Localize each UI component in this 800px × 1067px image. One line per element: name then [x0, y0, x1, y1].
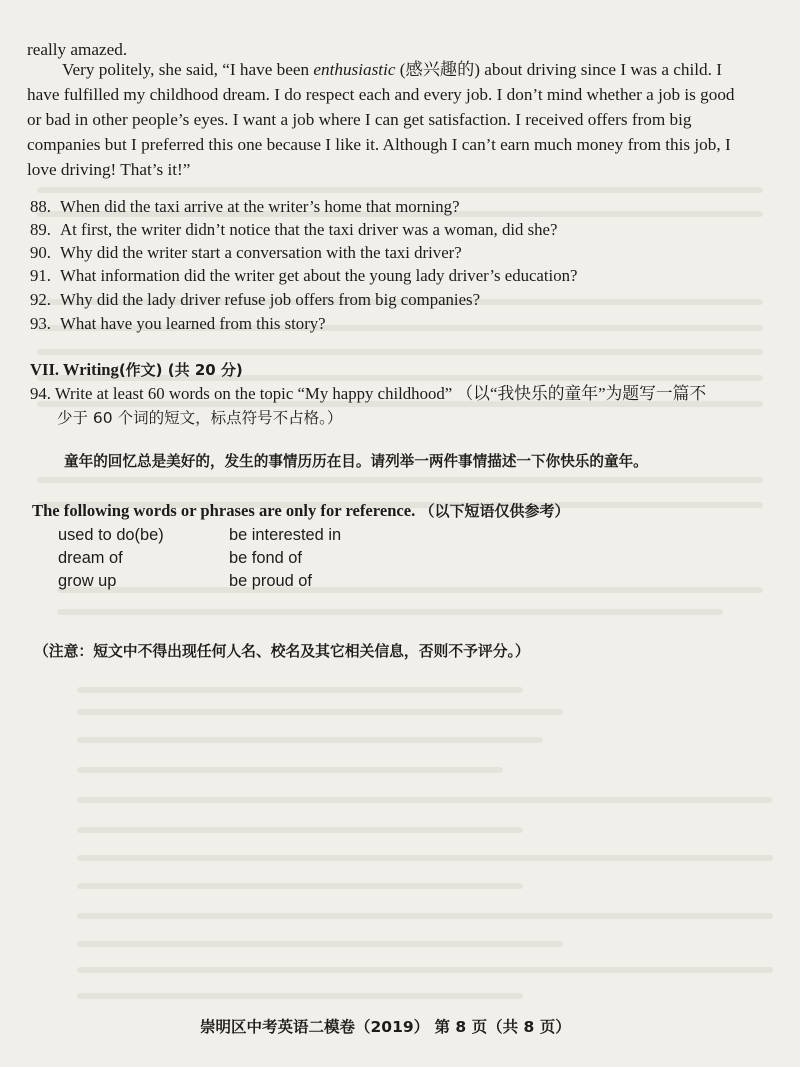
page-footer: 崇明区中考英语二模卷（2019） 第 8 页（共 8 页） [200, 1018, 571, 1036]
writing-prompt-cn: 童年的回忆总是美好的，发生的事情历历在目。请列举一两件事情描述一下你快乐的童年。 [64, 453, 648, 470]
phrase-left-2: grow up [58, 572, 117, 590]
question-text: Why did the lady driver refuse job offers from big companies? [60, 290, 481, 309]
passage-line-1-emphasis: enthusiastic [313, 60, 396, 79]
phrase-right-1: be fond of [229, 549, 302, 567]
reference-heading-en: The following words or phrases are only for reference. [32, 501, 416, 520]
reference-heading-cn: （以下短语仅供参考） [419, 502, 570, 520]
phrase-right-0: be interested in [229, 526, 342, 544]
question-number: 90. [30, 243, 51, 262]
passage-line-1 [62, 58, 722, 82]
passage-line-5: love driving! That’s it!” [27, 160, 191, 179]
section-title-en: VII. Writing [30, 360, 119, 379]
passage-line-0: really amazed. [27, 40, 128, 59]
question-number: 88. [30, 197, 51, 216]
question-94-line-1 [30, 383, 706, 405]
question-90 [30, 242, 462, 264]
question-94-text: 94. Write at least 60 words on the topic “My happy childhood” （以“我快乐的童年”为题写一篇不 [30, 384, 707, 403]
question-text: What information did the writer get about the young lady driver’s education? [60, 266, 578, 285]
question-92 [30, 289, 480, 311]
passage-line-2: have fulfilled my childhood dream. I do respect each and every job. I don’t mind whether a job is good [27, 85, 735, 104]
phrase-left-1: dream of [58, 549, 123, 567]
passage-line-1-pre: Very politely, she said, “I have been [62, 60, 314, 79]
reference-heading [32, 500, 569, 521]
question-91 [30, 265, 577, 287]
writing-note: （注意：短文中不得出现任何人名、校名及其它相关信息，否则不予评分。） [34, 643, 530, 660]
passage-line-3: or bad in other people’s eyes. I want a job where I can get satisfaction. I received offers from big [27, 110, 692, 129]
question-88 [30, 196, 460, 218]
phrase-left-0: used to do(be) [58, 526, 164, 544]
passage-line-1-post: (感兴趣的) about driving since I was a child. I [395, 60, 722, 79]
question-number: 93. [30, 314, 51, 333]
question-93 [30, 313, 326, 335]
question-text: At first, the writer didn’t notice that the taxi driver was a woman, did she? [60, 220, 558, 239]
question-89 [30, 219, 557, 241]
question-text: What have you learned from this story? [60, 314, 326, 333]
question-number: 91. [30, 266, 51, 285]
section-title [30, 359, 243, 380]
question-text: Why did the writer start a conversation with the taxi driver? [60, 243, 462, 262]
question-94-line-2: 少于 60 个词的短文，标点符号不占格。） [57, 409, 343, 427]
question-text: When did the taxi arrive at the writer’s home that morning? [60, 197, 460, 216]
phrase-right-2: be proud of [229, 572, 312, 590]
question-number: 89. [30, 220, 51, 239]
question-number: 92. [30, 290, 51, 309]
section-title-cn: (作文) (共 20 分) [118, 361, 243, 379]
passage-line-4: companies but I preferred this one because I like it. Although I can’t earn much money from this job, I [27, 135, 731, 154]
